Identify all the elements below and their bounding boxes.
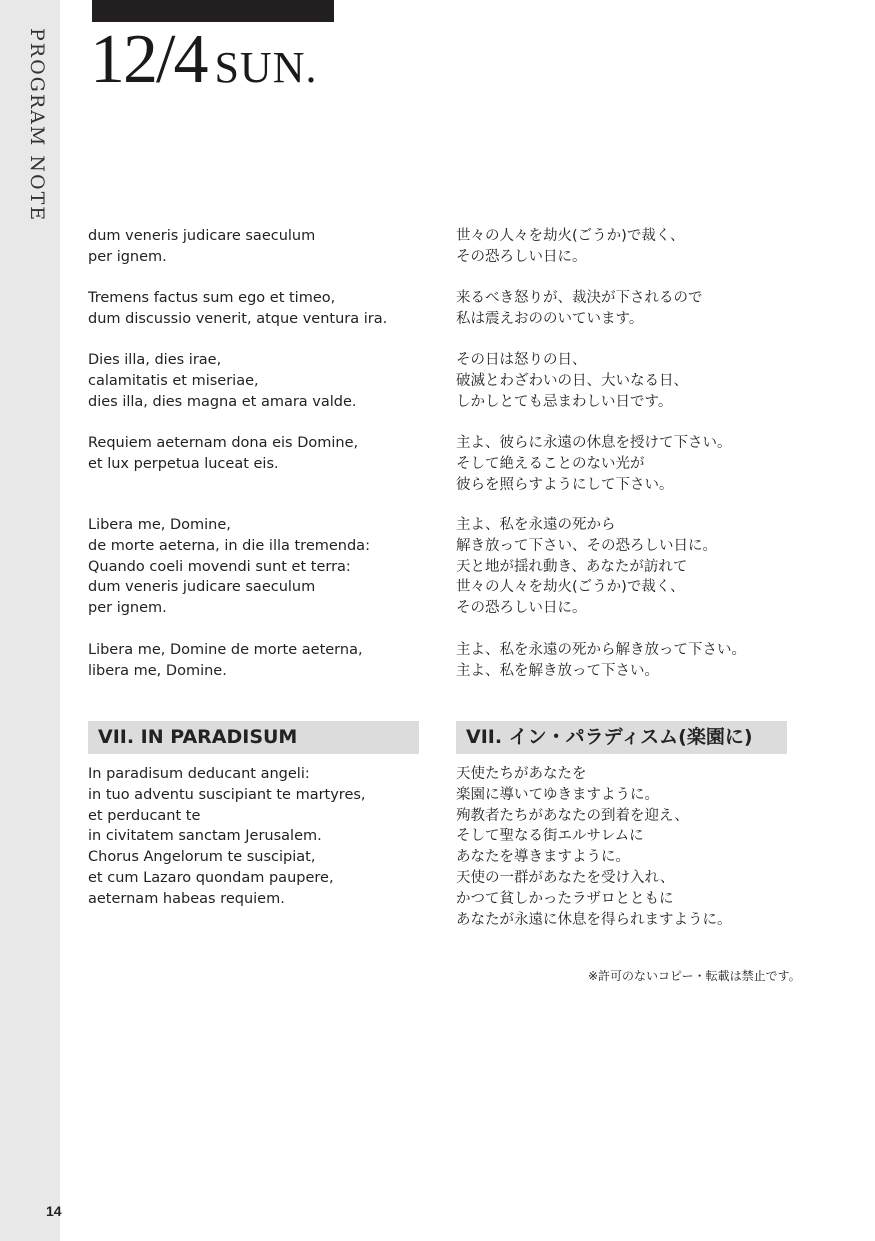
latin-block-4 bbox=[88, 433, 358, 475]
date-text: 12/4 bbox=[90, 21, 207, 98]
section-title-japanese: VII. イン・パラディスム(楽園に) bbox=[456, 721, 787, 754]
latin-block-6 bbox=[88, 640, 363, 682]
latin-line: in civitatem sanctam Jerusalem. bbox=[88, 828, 322, 845]
japanese-line: 天使の一群があなたを受け入れ、 bbox=[456, 869, 675, 886]
japanese-line: 私は震えおののいています。 bbox=[456, 310, 644, 327]
japanese-line: 破滅とわざわいの日、大いなる日、 bbox=[456, 372, 688, 389]
latin-paradisum-block bbox=[88, 764, 366, 910]
japanese-line: 世々の人々を劫火(ごうか)で裁く、 bbox=[456, 579, 685, 596]
page-number: 14 bbox=[46, 1203, 62, 1219]
japanese-line: そして聖なる街エルサレムに bbox=[456, 828, 644, 845]
latin-block-3 bbox=[88, 350, 357, 412]
latin-line: Quando coeli movendi sunt et terra: bbox=[88, 558, 351, 575]
date-heading bbox=[90, 20, 317, 100]
latin-line: dum veneris judicare saeculum bbox=[88, 228, 316, 244]
latin-line: et perducant te bbox=[88, 807, 201, 824]
japanese-line: 天と地が揺れ動き、あなたが訪れて bbox=[456, 558, 688, 575]
header-bar bbox=[92, 0, 334, 22]
latin-line: et lux perpetua luceat eis. bbox=[88, 455, 279, 472]
japanese-block-5 bbox=[456, 515, 717, 619]
latin-line: et cum Lazaro quondam paupere, bbox=[88, 869, 334, 886]
latin-line: Requiem aeternam dona eis Domine, bbox=[88, 435, 359, 451]
japanese-line: 彼らを照らすようにして下さい。 bbox=[456, 476, 674, 493]
japanese-line: 天使たちがあなたを bbox=[456, 766, 587, 782]
japanese-line: 主よ、私を解き放って下さい。 bbox=[456, 662, 659, 679]
latin-line: Chorus Angelorum te suscipiat, bbox=[88, 849, 316, 866]
japanese-line: しかしとても忌まわしい日です。 bbox=[456, 393, 673, 410]
japanese-line: 主よ、私を永遠の死から解き放って下さい。 bbox=[456, 642, 746, 658]
japanese-line: その恐ろしい日に。 bbox=[456, 248, 587, 265]
copyright-notice: ※許可のないコピー・転載は禁止です。 bbox=[588, 969, 801, 983]
day-text: SUN. bbox=[214, 43, 318, 92]
latin-block-2 bbox=[88, 288, 387, 330]
japanese-line: あなたが永遠に休息を得られますように。 bbox=[456, 911, 732, 928]
japanese-line: 解き放って下さい、その恐ろしい日に。 bbox=[456, 537, 717, 554]
latin-line: per ignem. bbox=[88, 248, 167, 265]
japanese-paradisum-block bbox=[456, 764, 732, 930]
japanese-line: あなたを導きますように。 bbox=[456, 849, 630, 866]
latin-line: Libera me, Domine de morte aeterna, bbox=[88, 642, 363, 658]
latin-block-5 bbox=[88, 515, 370, 619]
latin-line: in tuo adventu suscipiant te martyres, bbox=[88, 786, 366, 803]
latin-block-1 bbox=[88, 226, 315, 268]
latin-line: dum veneris judicare saeculum bbox=[88, 579, 316, 596]
latin-line: de morte aeterna, in die illa tremenda: bbox=[88, 537, 370, 554]
japanese-line: 世々の人々を劫火(ごうか)で裁く、 bbox=[456, 228, 685, 244]
latin-line: aeternam habeas requiem. bbox=[88, 890, 285, 907]
japanese-block-2 bbox=[456, 288, 703, 330]
japanese-line: 主よ、私を永遠の死から bbox=[456, 517, 616, 533]
latin-line: In paradisum deducant angeli: bbox=[88, 766, 310, 782]
latin-line: libera me, Domine. bbox=[88, 662, 227, 679]
latin-line: calamitatis et miseriae, bbox=[88, 372, 259, 389]
japanese-line: 主よ、彼らに永遠の休息を授けて下さい。 bbox=[456, 435, 732, 451]
latin-line: dum discussio venerit, atque ventura ira. bbox=[88, 310, 388, 327]
japanese-block-4 bbox=[456, 433, 732, 495]
latin-line: Tremens factus sum ego et timeo, bbox=[88, 290, 336, 306]
japanese-line: そして絶えることのない光が bbox=[456, 455, 645, 472]
japanese-line: 楽園に導いてゆきますように。 bbox=[456, 786, 659, 803]
latin-line: Dies illa, dies irae, bbox=[88, 352, 222, 368]
latin-line: Libera me, Domine, bbox=[88, 517, 231, 533]
japanese-line: その日は怒りの日、 bbox=[456, 352, 587, 368]
japanese-line: 殉教者たちがあなたの到着を迎え、 bbox=[456, 807, 689, 824]
japanese-block-1 bbox=[456, 226, 685, 268]
japanese-line: その恐ろしい日に。 bbox=[456, 600, 587, 617]
japanese-line: かつて貧しかったラザロとともに bbox=[456, 890, 674, 907]
japanese-block-6 bbox=[456, 640, 746, 682]
section-title-latin: VII. IN PARADISUM bbox=[88, 721, 419, 754]
latin-line: dies illa, dies magna et amara valde. bbox=[88, 393, 357, 410]
japanese-line: 来るべき怒りが、裁決が下されるので bbox=[456, 290, 703, 306]
latin-line: per ignem. bbox=[88, 600, 167, 617]
sidebar-label: PROGRAM NOTE bbox=[26, 28, 48, 223]
japanese-block-3 bbox=[456, 350, 688, 412]
